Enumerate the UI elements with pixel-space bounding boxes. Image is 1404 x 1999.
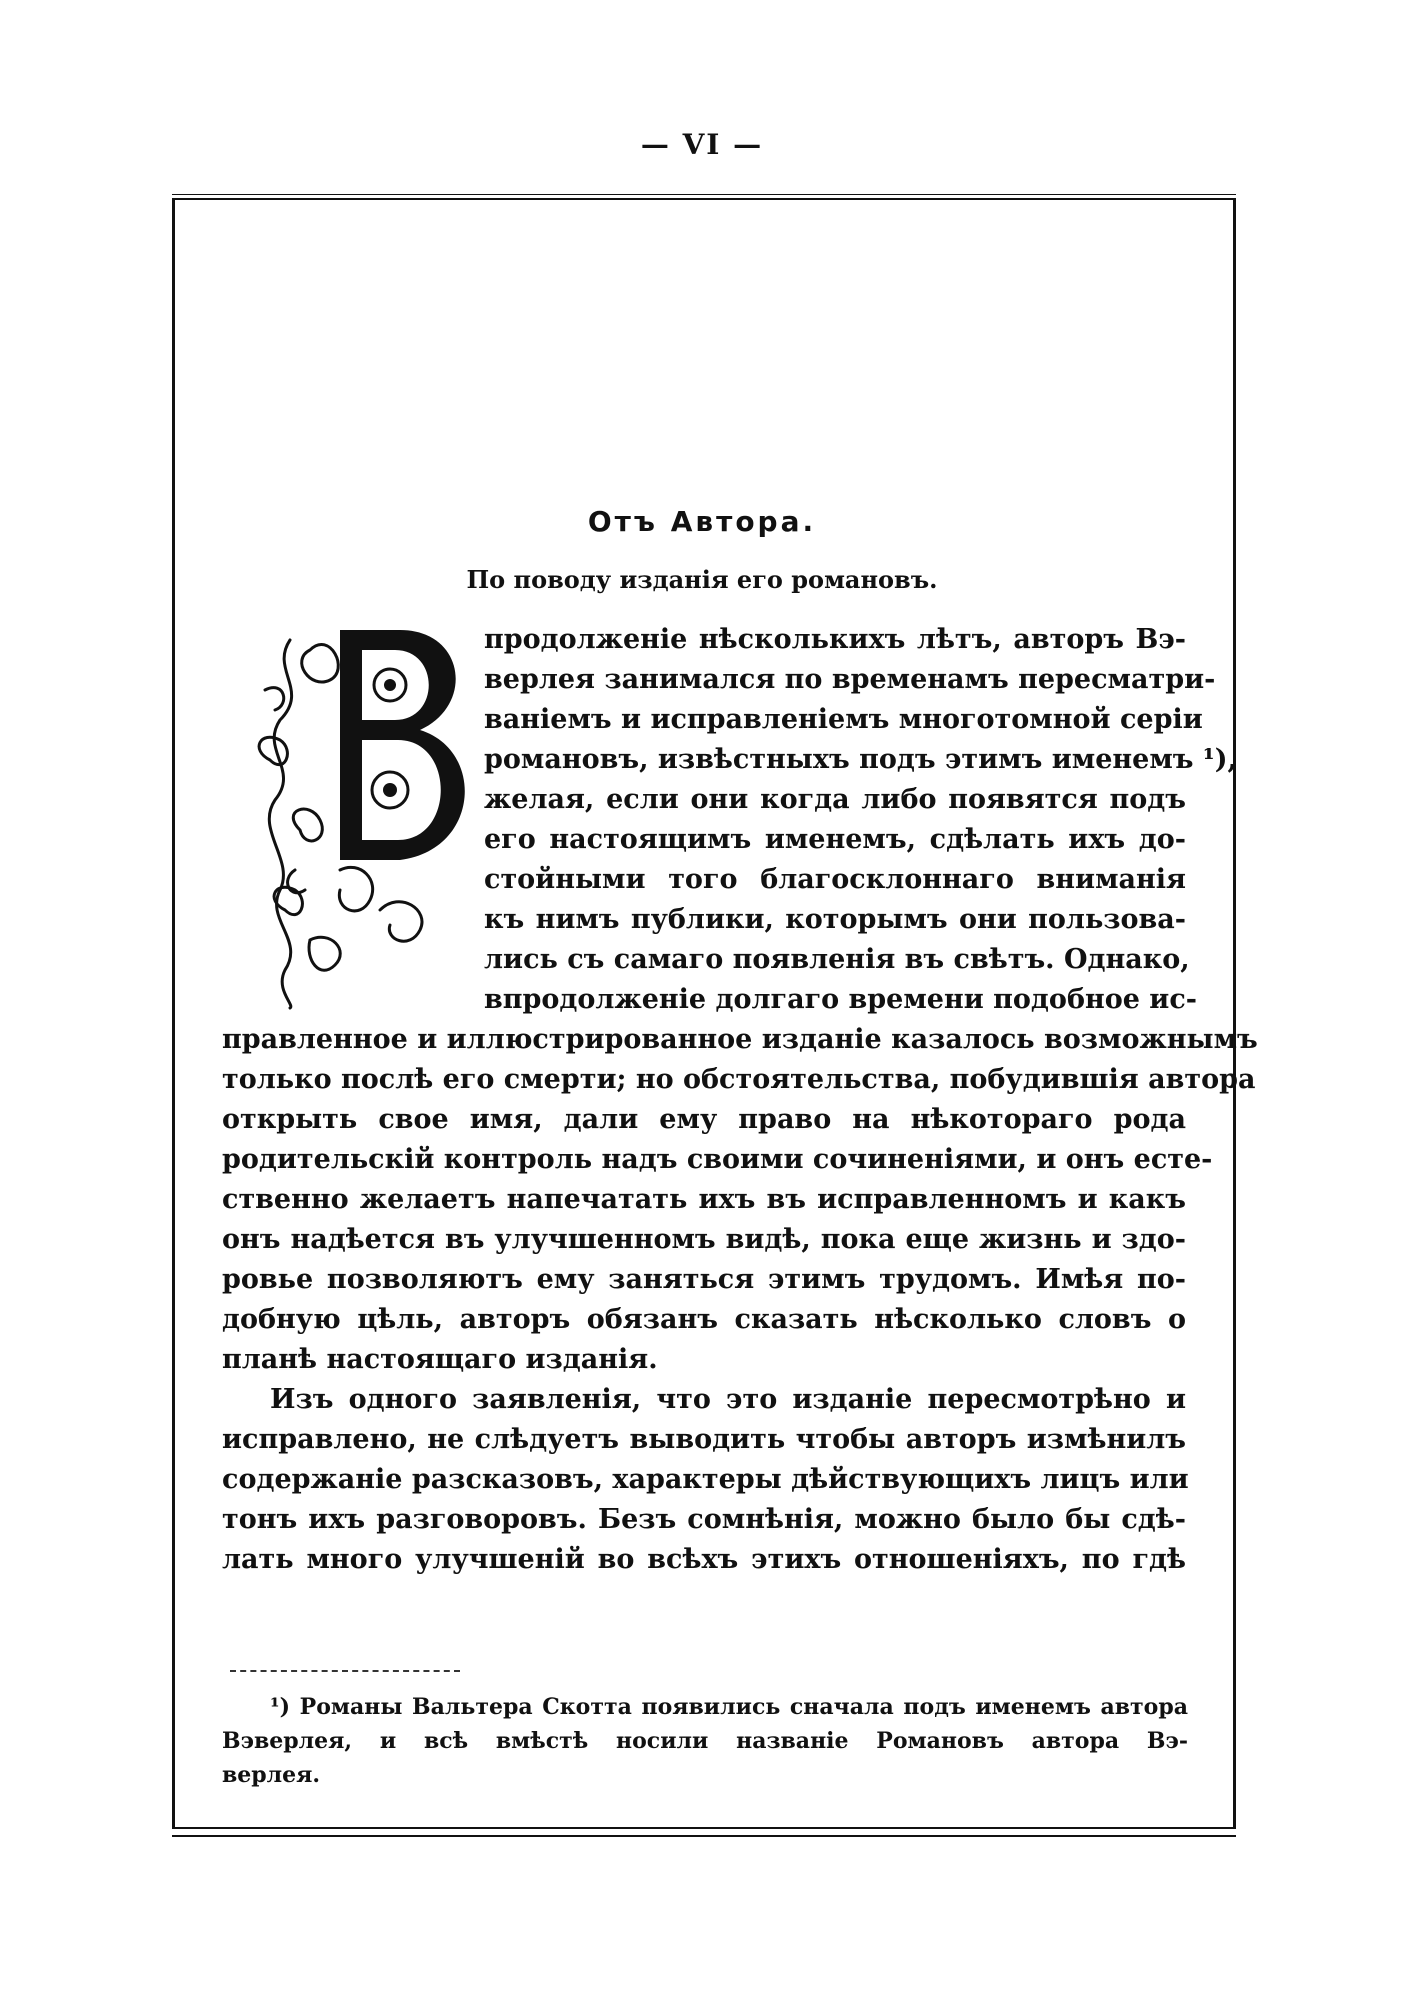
body-line: желая, если они когда либо появятся подъ xyxy=(484,784,1186,815)
chapter-subtitle: По поводу изданія его романовъ. xyxy=(466,565,938,594)
body-line: ваніемъ и исправленіемъ многотомной серіи xyxy=(484,704,1203,735)
body-line: Изъ одного заявленія, что это изданіе пересмотрѣно и xyxy=(270,1384,1186,1415)
body-line: впродолженіе долгаго времени подобное ис- xyxy=(484,984,1197,1015)
body-line: лись съ самаго появленія въ свѣтъ. Однако, xyxy=(484,944,1190,975)
body-line: верлея занимался по временамъ пересматри- xyxy=(484,664,1216,695)
body-line: ственно желаетъ напечатать ихъ въ исправленномъ и какъ xyxy=(222,1184,1186,1215)
body-line: лать много улучшеній во всѣхъ этихъ отношеніяхъ, по гдѣ xyxy=(222,1544,1186,1575)
body-line: его настоящимъ именемъ, сдѣлать ихъ до- xyxy=(484,824,1186,855)
body-line: родительскій контроль надъ своими сочиненіями, и онъ есте- xyxy=(222,1144,1213,1175)
body-line: исправлено, не слѣдуетъ выводить чтобы авторъ измѣнилъ xyxy=(222,1424,1186,1455)
footnote-divider xyxy=(230,1670,460,1672)
chapter-title: Отъ Автора. xyxy=(587,505,817,538)
body-line: продолженіе нѣсколькихъ лѣтъ, авторъ Вэ- xyxy=(484,624,1186,655)
body-line: открыть свое имя, дали ему право на нѣкотораго рода xyxy=(222,1104,1186,1135)
body-line: содержаніе разсказовъ, характеры дѣйствующихъ лицъ или xyxy=(222,1464,1189,1495)
body-line: романовъ, извѣстныхъ подъ этимъ именемъ ¹), xyxy=(484,744,1237,775)
body-line: ровье позволяютъ ему заняться этимъ трудомъ. Имѣя по- xyxy=(222,1264,1186,1295)
body-line: онъ надѣется въ улучшенномъ видѣ, пока еще жизнь и здо- xyxy=(222,1224,1186,1255)
ornamental-dropcap xyxy=(250,610,490,1010)
body-line: къ нимъ публики, которымъ они пользова- xyxy=(484,904,1186,935)
page-number: — VI — xyxy=(640,128,764,161)
footnote-line: ¹) Романы Вальтера Скотта появились сначала подъ именемъ автора xyxy=(270,1694,1188,1720)
body-line: стойными того благосклоннаго вниманія xyxy=(484,864,1186,895)
body-line: добную цѣль, авторъ обязанъ сказать нѣсколько словъ о xyxy=(222,1304,1186,1335)
body-line: только послѣ его смерти; но обстоятельства, побудившія автора xyxy=(222,1064,1256,1095)
dropcap-letter-shape xyxy=(340,630,465,860)
footnote-line: верлея. xyxy=(222,1762,321,1788)
body-line: планѣ настоящаго изданія. xyxy=(222,1344,658,1375)
body-line: тонъ ихъ разговоровъ. Безъ сомнѣнія, можно было бы сдѣ- xyxy=(222,1504,1186,1535)
footnote-line: Вэверлея, и всѣ вмѣстѣ носили названіе Романовъ автора Вэ- xyxy=(222,1728,1188,1754)
body-line: правленное и иллюстрированное изданіе казалось возможнымъ xyxy=(222,1024,1258,1055)
